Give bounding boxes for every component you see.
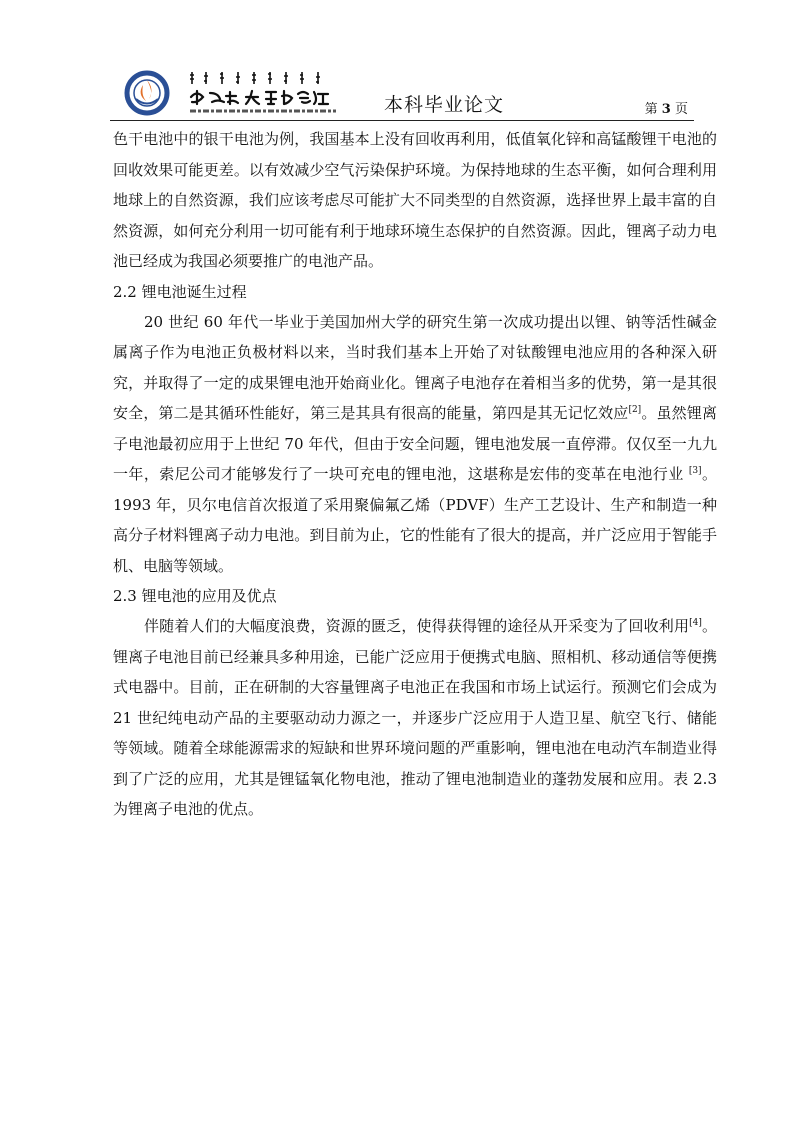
section-heading-2-3: 2.3 锂电池的应用及优点 [113, 587, 277, 605]
paragraph-text: 20 世纪 60 年代一毕业于美国加州大学的研究生第一次成功提出以锂、钠等活性碱金属离子作为电池正负极材料以来，当时我们基本上开始了对钛酸锂电池应用的各种深入研究，并取得了一定的成果锂电池开始商业化。锂离子电池存在着相当多的优势，第一是其很安全，第二是其循环性能好，第三是其具有很高的能量，第四是其无记忆效应 [113, 312, 717, 422]
paragraph-text: 。1993 年，贝尔电信首次报道了采用聚偏氟乙烯（PDVF）生产工艺设计、生产和制造一种高分子材料锂离子动力电池。到目前为止，它的性能有了很大的提高，并广泛应用于智能手机、电脑等领域。 [113, 465, 717, 575]
page-number-label [645, 98, 688, 117]
citation-ref: [4] [689, 618, 702, 628]
mongolian-script-logotype [188, 70, 338, 86]
paragraph-text: 。虽然锂离子电池最初应用于上世纪 70 年代，但由于安全问题，锂电池发展一直停滞。仅仅至一九九一年，索尼公司才能够发行了一块可充电的锂电池，这堪称是宏伟的变革在电池行业 [113, 404, 717, 483]
page-number: 3 [661, 102, 671, 117]
paragraph-text: 。锂离子电池目前已经兼具多种用途，已能广泛应用于便携式电脑、照相机、移动通信等便携式电器中。目前，正在研制的大容量锂离子电池正在我国和市场上试运行。预测它们会成为 21 世纪纯电动产品的主要驱动动力源之一，并逐步广泛应用于人造卫星、航空飞行、储能等领域。随着全球能源需求的短缺和世界环境问题的严重影响，锂电池在电动汽车制造业得到了广泛的应用，尤其是锂锰氧化物电池，推动了锂电池制造业的蓬勃发展和应用。表 2.3 为锂离子电池的优点。 [113, 617, 717, 818]
paragraph-text: 伴随着人们的大幅度浪费，资源的匮乏，使得获得锂的途径从开采变为了回收利用 [144, 617, 690, 635]
chinese-calligraphy-logotype [188, 88, 338, 106]
header-rule [110, 120, 694, 121]
citation-ref: [3] [688, 466, 702, 476]
page-label-prefix: 第 [644, 102, 658, 117]
english-subtitle-logotype [188, 108, 338, 114]
page-label-suffix: 页 [674, 102, 688, 117]
section-heading-2-2: 2.2 锂电池诞生过程 [113, 282, 247, 301]
page-body [113, 124, 717, 825]
section-2-2-paragraph [113, 307, 717, 582]
continuation-paragraph: 色干电池中的银干电池为例，我国基本上没有回收再利用，低值氧化锌和高锰酸锂干电池的回收效果可能更差。以有效减少空气污染保护环境。为保持地球的生态平衡，如何合理利用地球上的自然资源，我们应该考虑尽可能扩大不同类型的自然资源，选择世界上最丰富的自然资源，如何充分利用一切可能有利于地球环境生态保护的自然资源。因此，锂离子动力电池已经成为我国必须要推广的电池产品。 [113, 130, 717, 270]
page-header [110, 58, 694, 120]
thesis-title: 本科毕业论文 [384, 94, 505, 116]
university-logo-icon [122, 66, 172, 116]
citation-ref: [2] [628, 405, 642, 415]
section-2-3-paragraph [113, 611, 717, 825]
